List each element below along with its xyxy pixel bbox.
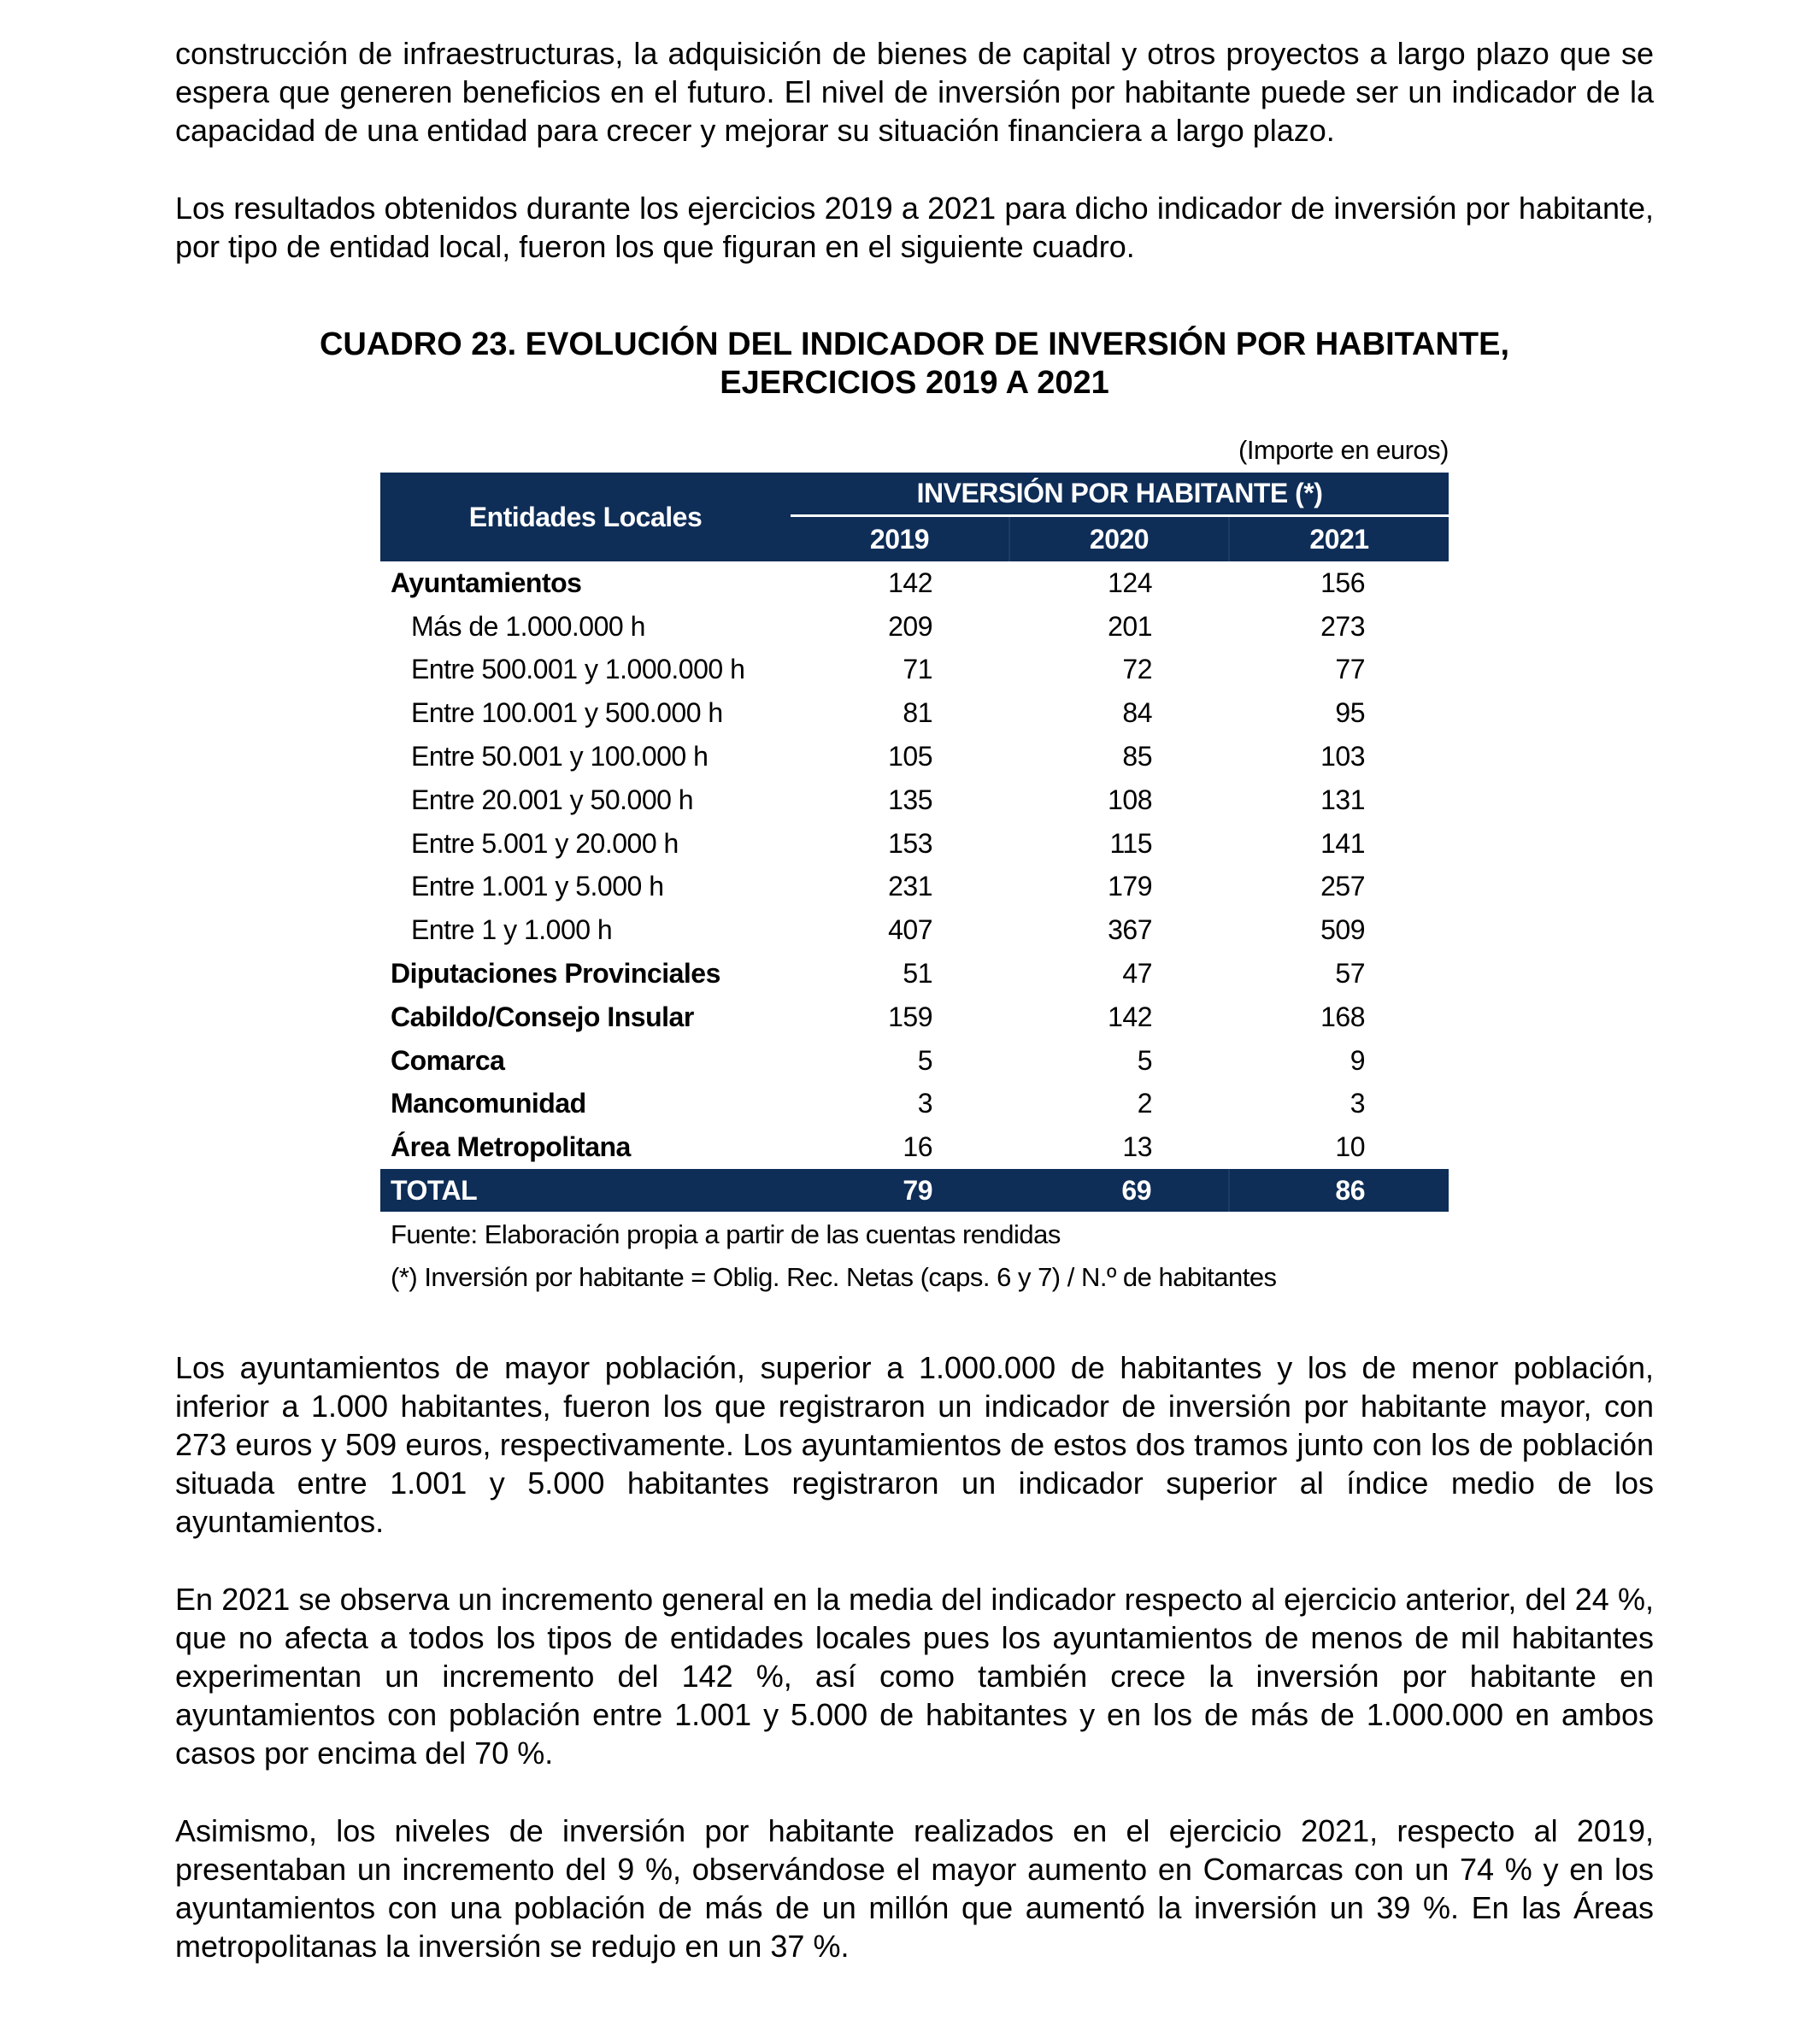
table-row — [380, 822, 1449, 866]
formula-note: (*) Inversión por habitante = Oblig. Rec. Netas (caps. 6 y 7) / N.º de habitantes — [391, 1262, 1277, 1293]
header-year-2020: 2020 — [1009, 516, 1229, 561]
value-2021: 273 — [1320, 610, 1366, 642]
total-2019: 79 — [791, 1169, 1009, 1212]
value-2021: 131 — [1320, 784, 1366, 815]
value-2020: 124 — [1108, 567, 1152, 598]
table-title-line-1: CUADRO 23. EVOLUCIÓN DEL INDICADOR DE INVERSIÓN POR HABITANTE, — [319, 326, 1510, 362]
intro-paragraph-2: Los resultados obtenidos durante los ejercicios 2019 a 2021 para dicho indicador de inversión por habitante, por tipo de entidad local, fueron los que figuran en el siguiente cuadro. — [175, 191, 1654, 264]
value-2019: 231 — [888, 871, 932, 902]
table-row — [380, 691, 1449, 735]
value-2021: 3 — [1350, 1088, 1366, 1119]
value-2020: 2 — [1137, 1088, 1152, 1119]
table-row — [380, 908, 1449, 952]
value-2019: 3 — [917, 1088, 932, 1119]
value-2019: 71 — [903, 654, 932, 685]
table-row — [380, 1039, 1449, 1083]
row-label: Diputaciones Provinciales — [391, 958, 720, 990]
value-2020: 142 — [1108, 1001, 1152, 1032]
value-2021: 103 — [1320, 741, 1366, 772]
table-row — [380, 866, 1449, 909]
value-2020: 47 — [1122, 958, 1152, 990]
table-row — [380, 561, 1449, 605]
intro-paragraph-1: construcción de infraestructuras, la adquisición de bienes de capital y otros proyectos a largo plazo que se espera que generen beneficios en el futuro. El nivel de inversión por habitante puede ser un indicador de la capacidad de una entidad para crecer y mejorar su situación financiera a largo plazo. — [175, 36, 1654, 148]
value-2021: 95 — [1335, 697, 1366, 729]
header-year-2019: 2019 — [791, 516, 1009, 561]
document-page — [175, 34, 1654, 1965]
analysis-paragraph-2: En 2021 se observa un incremento general en la media del indicador respecto al ejercicio anterior, del 24 %, que no afecta a todos los tipos de entidades locales pues los ayuntamientos de menos de mil habitantes experimentan un incremento del 142 %, así como también crece la inversión por habitante en ayuntamientos con población entre 1.001 y 5.000 de habitantes y en los de más de 1.000.000 en ambos casos por encima del 70 %. — [175, 1582, 1654, 1771]
total-2020: 69 — [1009, 1169, 1229, 1212]
value-2021: 77 — [1335, 654, 1366, 685]
value-2020: 108 — [1108, 784, 1152, 815]
row-label: Entre 100.001 y 500.000 h — [411, 697, 723, 729]
header-investment-group: INVERSIÓN POR HABITANTE (*) — [791, 473, 1449, 516]
value-2019: 81 — [903, 697, 932, 729]
value-2019: 135 — [888, 784, 932, 815]
value-2020: 85 — [1122, 741, 1152, 772]
row-label: Más de 1.000.000 h — [411, 610, 645, 642]
table-row — [380, 1083, 1449, 1126]
value-2019: 159 — [888, 1001, 932, 1032]
source-note: Fuente: Elaboración propia a partir de las cuentas rendidas — [391, 1219, 1061, 1250]
table-row — [380, 1125, 1449, 1169]
value-2021: 57 — [1335, 958, 1366, 990]
value-2020: 115 — [1109, 827, 1152, 859]
value-2019: 142 — [888, 567, 932, 598]
value-2019: 5 — [917, 1044, 932, 1076]
value-2021: 168 — [1320, 1001, 1366, 1032]
table-total-row — [380, 1169, 1449, 1212]
row-label: Entre 1.001 y 5.000 h — [411, 871, 664, 902]
header-year-2021: 2021 — [1229, 516, 1449, 561]
row-label: Entre 20.001 y 50.000 h — [411, 784, 694, 815]
row-label: Comarca — [391, 1044, 505, 1076]
table-row — [380, 952, 1449, 996]
table-row — [380, 735, 1449, 778]
row-label: Entre 50.001 y 100.000 h — [411, 741, 709, 772]
header-entities: Entidades Locales — [380, 473, 791, 561]
body-text-after-table — [175, 1348, 1654, 1965]
value-2020: 5 — [1137, 1044, 1152, 1076]
row-label: Cabildo/Consejo Insular — [391, 1001, 694, 1032]
value-2020: 201 — [1108, 610, 1152, 642]
table-row — [380, 996, 1449, 1039]
row-label: Área Metropolitana — [391, 1131, 631, 1163]
row-label: Entre 500.001 y 1.000.000 h — [411, 654, 745, 685]
value-2019: 105 — [888, 741, 932, 772]
value-2020: 13 — [1122, 1131, 1152, 1163]
value-2021: 9 — [1350, 1044, 1366, 1076]
unit-note: (Importe en euros) — [1238, 435, 1449, 465]
value-2019: 51 — [903, 958, 932, 990]
row-label: Ayuntamientos — [391, 567, 582, 598]
table-row — [380, 649, 1449, 692]
row-label: Mancomunidad — [391, 1088, 586, 1119]
investment-table — [380, 473, 1449, 1212]
value-2021: 10 — [1335, 1131, 1366, 1163]
value-2020: 72 — [1122, 654, 1152, 685]
total-2021: 86 — [1229, 1169, 1449, 1212]
row-label: Entre 5.001 y 20.000 h — [411, 827, 679, 859]
value-2021: 509 — [1320, 914, 1366, 946]
value-2021: 257 — [1320, 871, 1366, 902]
table-row — [380, 605, 1449, 649]
value-2019: 153 — [888, 827, 932, 859]
value-2019: 407 — [888, 914, 932, 946]
value-2021: 141 — [1320, 827, 1366, 859]
value-2019: 16 — [903, 1131, 932, 1163]
analysis-paragraph-3: Asimismo, los niveles de inversión por habitante realizados en el ejercicio 2021, respecto al 2019, presentaban un incremento del 9 %, observándose el mayor aumento en Comarcas con un 74 % y en los ayuntamientos con una población de más de un millón que aumentó la inversión un 39 %. En las Áreas metropolitanas la inversión se redujo en un 37 %. — [175, 1813, 1654, 1965]
table-row — [380, 778, 1449, 822]
total-label: TOTAL — [380, 1169, 791, 1212]
table-notes — [380, 1213, 1449, 1299]
table-title-line-2: EJERCICIOS 2019 A 2021 — [720, 365, 1109, 401]
investment-table-block — [380, 433, 1449, 1299]
table-title — [175, 326, 1654, 402]
value-2019: 209 — [888, 610, 932, 642]
value-2021: 156 — [1320, 567, 1366, 598]
value-2020: 84 — [1122, 697, 1152, 729]
value-2020: 367 — [1108, 914, 1152, 946]
value-2020: 179 — [1108, 871, 1152, 902]
analysis-paragraph-1: Los ayuntamientos de mayor población, superior a 1.000.000 de habitantes y los de menor población, inferior a 1.000 habitantes, fueron los que registraron un indicador de inversión por habitante mayor, con 273 euros y 509 euros, respectivamente. Los ayuntamientos de estos dos tramos junto con los de población situada entre 1.001 y 5.000 habitantes registraron un indicador superior al índice medio de los ayuntamientos. — [175, 1350, 1654, 1540]
row-label: Entre 1 y 1.000 h — [411, 914, 613, 946]
